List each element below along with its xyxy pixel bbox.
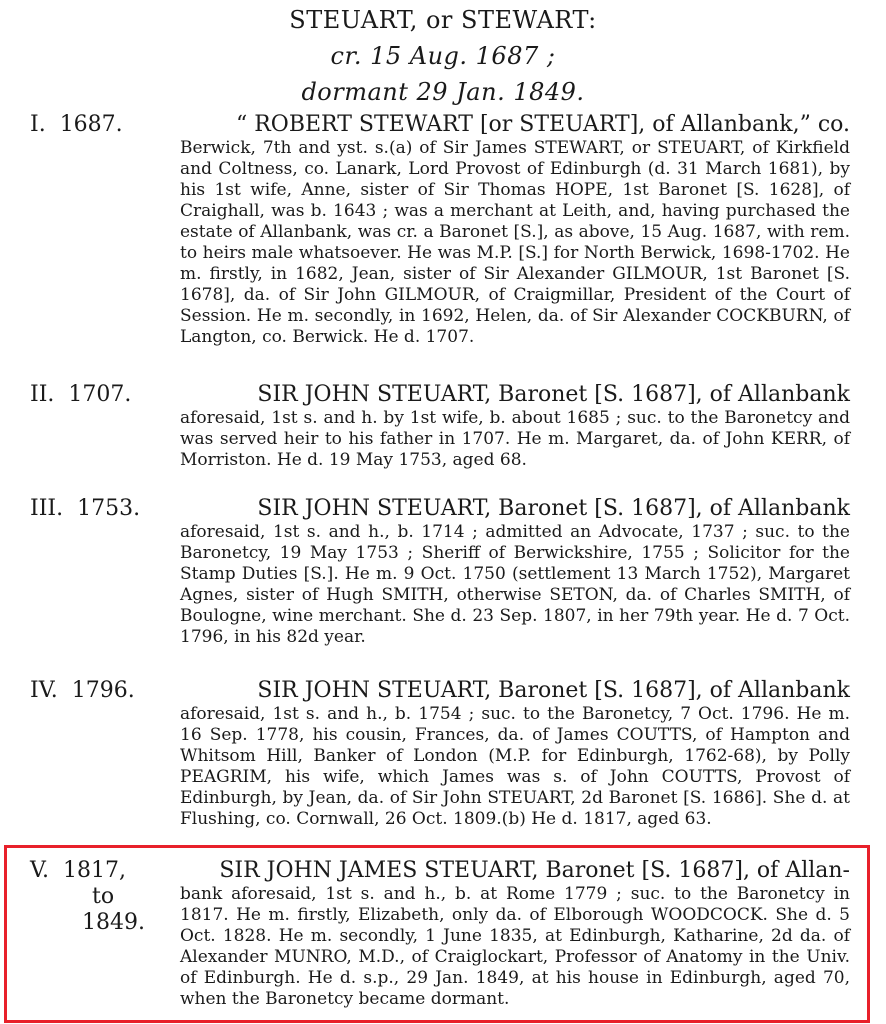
entry-text: aforesaid, 1st s. and h. by 1st wife, b. about 1685 ; suc. to the Baronetcy and was served heir to his father in 1707. He m. Margaret, da. of John KERR, of Morriston. He d. 19 May 1753, aged 68.	[180, 408, 850, 470]
entry-text: aforesaid, 1st s. and h., b. 1714 ; admitted an Advocate, 1737 ; suc. to the Baronetcy, 19 May 1753 ; Sheriff of Berwickshire, 1755 ; Solicitor for the Stamp Duties [S.]. He m. 9 Oct. 1750 (settlement 13 March 1752), Margaret Agnes, sister of Hugh SMITH, otherwise SETON, da. of Charles SMITH, of Boulogne, wine merchant. She d. 23 Sep. 1807, in her 79th year. He d. 7 Oct. 1796, in his 82d year.	[180, 522, 850, 647]
baronet-entry-4	[30, 678, 850, 830]
entry-date-range: V. 1817, to 1849.	[30, 858, 145, 935]
entry-name: SIR JOHN STEUART, Baronet [S. 1687], of Allanbank	[257, 678, 850, 703]
baronet-entry-1	[30, 112, 850, 348]
entry-name: SIR JOHN STEUART, Baronet [S. 1687], of Allanbank	[257, 496, 850, 521]
entry-numeral-year: I. 1687.	[30, 112, 123, 137]
entry-name: “ ROBERT STEWART [or STEUART], of Allanbank,” co.	[235, 112, 850, 137]
entry-text: aforesaid, 1st s. and h., b. 1754 ; suc. to the Baronetcy, 7 Oct. 1796. He m. 16 Sep. 1778, his cousin, Frances, da. of James COUTTS, of Hampton and Whitsom Hill, Banker of London (M.P. for Edinburgh, 1762-68), by Polly PEAGRIM, his wife, which James was s. of John COUTTS, Provost of Edinburgh, by Jean, da. of Sir John STEUART, 2d Baronet [S. 1686]. She d. at Flushing, co. Cornwall, 26 Oct. 1809.(b) He d. 1817, aged 63.	[180, 704, 850, 829]
entry-name: SIR JOHN JAMES STEUART, Baronet [S. 1687], of Allan-	[219, 858, 850, 883]
entry-text: bank aforesaid, 1st s. and h., b. at Rome 1779 ; suc. to the Baronetcy in 1817. He m. firstly, Elizabeth, only da. of Elborough WOODCOCK. She d. 5 Oct. 1828. He m. secondly, 1 June 1835, at Edinburgh, Katharine, 2d da. of Alexander MUNRO, M.D., of Craiglockart, Professor of Anatomy in the Univ. of Edinburgh. He d. s.p., 29 Jan. 1849, at his house in Edinburgh, aged 70, when the Baronetcy became dormant.	[180, 884, 850, 1009]
dormant-date: dormant 29 Jan. 1849.	[301, 78, 585, 106]
entry-numeral-year: IV. 1796.	[30, 678, 135, 703]
entry-name: SIR JOHN STEUART, Baronet [S. 1687], of Allanbank	[257, 382, 850, 407]
entry-text: Berwick, 7th and yst. s.(a) of Sir James STEWART, or STEUART, of Kirkfield and Coltness, co. Lanark, Lord Provost of Edinburgh (d. 31 March 1681), by his 1st wife, Anne, sister of Sir Thomas HOPE, 1st Baronet [S. 1628], of Craighall, was b. 1643 ; was a merchant at Leith, and, having purchased the estate of Allanbank, was cr. a Baronet [S.], as above, 15 Aug. 1687, with rem. to heirs male whatsoever. He was M.P. [S.] for North Berwick, 1698-1702. He m. firstly, in 1682, Jean, sister of Sir Alexander GILMOUR, 1st Baronet [S. 1678], da. of Sir John GILMOUR, of Craigmillar, President of the Court of Session. He m. secondly, in 1692, Helen, da. of Sir Alexander COCKBURN, of Langton, co. Berwick. He d. 1707.	[180, 138, 850, 347]
creation-date: cr. 15 Aug. 1687 ;	[330, 42, 556, 70]
baronet-entry-5	[30, 858, 850, 1010]
entry-numeral-year: III. 1753.	[30, 496, 141, 521]
entry-numeral-year: II. 1707.	[30, 382, 132, 407]
baronet-entry-2	[30, 382, 850, 471]
page-title: STEUART, or STEWART:	[289, 6, 597, 34]
baronet-entry-3	[30, 496, 850, 648]
